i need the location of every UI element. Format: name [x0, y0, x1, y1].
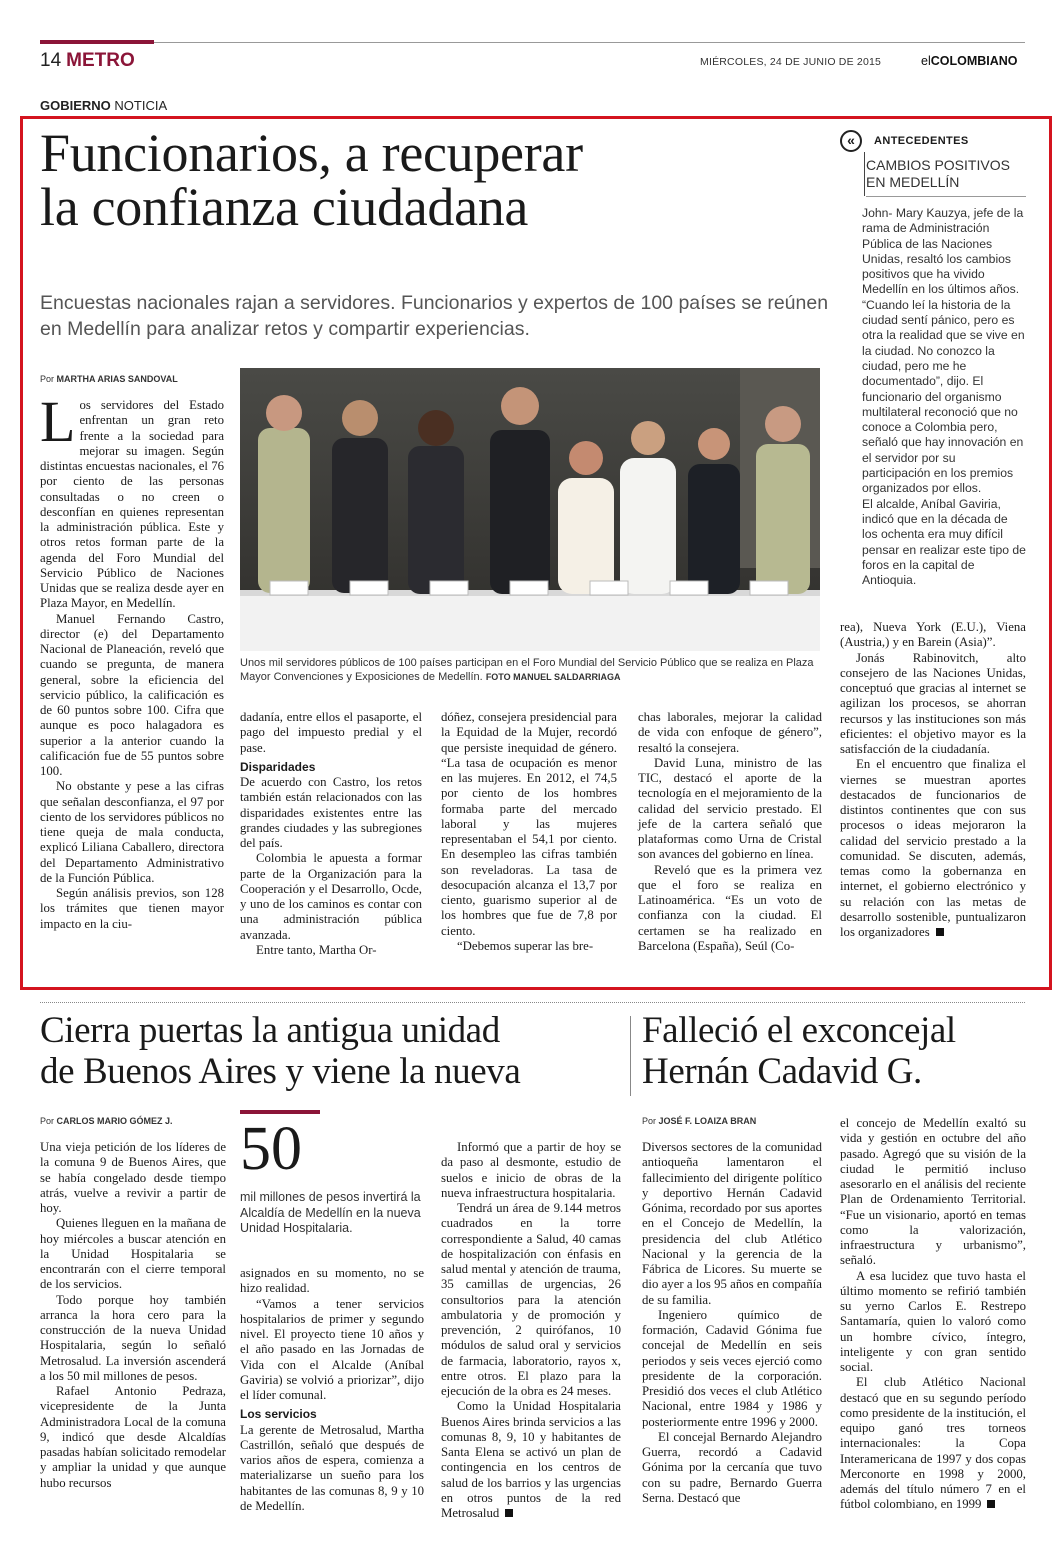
big-number: 50	[240, 1115, 302, 1183]
newspaper-brand: elCOLOMBIANO	[921, 54, 1018, 68]
end-mark-icon	[987, 1500, 995, 1508]
section-label: GOBIERNO NOTICIA	[40, 98, 168, 113]
subheading: Los servicios	[240, 1407, 317, 1422]
article-separator	[40, 1002, 1025, 1003]
article-column-4: chas laborales, mejorar la calidad de vida con enfoque de género”, resaltó la consejera. David Luna, ministro de las TIC, destacó el aporte de la tecnología en el mejoramiento de la calidad del servicio prestado. El jefe de la cartera señaló que plataformas como Urna de Cristal son avances del gobierno en línea. Reveló que es la primera vez que el foro se realiza en Latinoamérica. “Es un voto de confianza con la ciudad. El certamen se ha realizado en Barcelona (España), Seúl (Co-	[638, 710, 822, 953]
article2-column-2: asignados en su momento, no se hizo realidad. “Vamos a tener servicios hospitalarios de primer y segundo nivel. El proyecto tiene 10 años y el año pasado en las Jornadas de Vida con el Alcalde (Aníbal Gaviria) se volvió a priorizar”, dijo el líder comunal. Los servicios La gerente de Metrosalud, Martha Castrillón, señaló que después de varios años de espera, comienza a materializarse un sueño para los habitantes de las comunas 8, 9 y 10 de Medellín.	[240, 1266, 424, 1513]
article3-column-2: el concejo de Medellín exaltó su vida y gestión en octubre del año pasado. Agregó que su visión de la ciudad le permitió incluso asesorarlo en el análisis del reciente Plan de Ordenamiento Territorial. “Fue un visionario, aportó en temas como la valorización, infraestructura y urbanismo”, señaló. A esa lucidez que tuvo hasta el último momento se refirió también su yerno Carlos E. Restrepo Santamaría, quien lo valoró como un hombre cívico, íntegro, inteligente y con gran sentido social. El club Atlético Nacional destacó que en su segundo período como presidente de la institución, el equipo ganó tres torneos internacionales: la Copa Interamericana de 1997 y dos copas Merconorte en 1998 y 2000, además del título número 7 en el fútbol colombiano, en 1999	[840, 1116, 1026, 1512]
article-byline: Por MARTHA ARIAS SANDOVAL	[40, 374, 178, 384]
article-column-5: rea), Nueva York (E.U.), Viena (Austria,) y en Barein (Asia)”. Jonás Rabinovitch, alto consejero de las Naciones Unidas, conceptuó que gracias al internet se agilizan los procesos, se ahorran recursos y las instituciones son más eficientes: el objetivo mayor es la satisfacción de la ciudadanía. En el encuentro que finaliza el viernes se muestran aportes destacados de funcionarios de distintos continentes que con sus procesos o ideas mejoraron la calidad del servicio prestado a la comunidad. Se discuten, además, temas como la gobernanza en internet, el gobierno electrónico y su relación con las metas de desarrollo sostenible, puntualizaron los organizadores	[840, 620, 1026, 939]
end-mark-icon	[505, 1509, 513, 1517]
masthead-accent-bar	[40, 40, 154, 44]
article-headline: Funcionarios, a recuperar la confianza ciudadana	[40, 123, 583, 237]
big-number-text: mil millones de pesos invertirá la Alcaldía de Medellín en la nueva Unidad Hospitalaria.	[240, 1190, 421, 1235]
article2-column-3: Informó que a partir de hoy se da paso al desmonte, estudio de suelos e inicio de obras de la nueva infraestructura hospitalaria. Tendrá un área de 9.144 metros cuadrados en la torre correspondiente a Salud, 40 camas de hospitalización con énfasis en salud mental y atención de trauma, 35 camillas de urgencias, 26 consultorios para la atención ambulatoria y de promoción y prevención, 2 quirófanos, 10 módulos de salud oral y servicios de farmacia, laboratorio, rayos x, entre otros. El plazo para la ejecución de la obra es 24 meses. Como la Unidad Hospitalaria Buenos Aires brinda servicios a las comunas 8, 9, 10 y habitantes de Santa Elena se activó un plan de contingencia en los centros de salud de los barrios y las urgencias en otros puntos de la red Metrosalud	[441, 1140, 621, 1520]
article2-byline: Por CARLOS MARIO GÓMEZ J.	[40, 1116, 173, 1126]
sidebar-label: ANTECEDENTES	[874, 135, 969, 147]
article-column-3: dóñez, consejera presidencial para la Equidad de la Mujer, recordó que persiste inequidad de género. “La tasa de ocupación es menor en las mujeres. En 2012, el 74,5 por ciento de los hombres formaba parte del mercado laboral y las mujeres representaban el 54,1 por ciento. En desempleo las cifras también son reveladoras. La tasa de desocupación alcanza el 13,7 por ciento, guarismo superior al de los hombres que fue de 7,8 por ciento. “Debemos superar las bre-	[441, 710, 617, 953]
event-photo	[240, 368, 820, 651]
section-name: METRO	[66, 50, 135, 71]
page-number: 14 METRO	[40, 50, 135, 71]
article3-byline: Por JOSÉ F. LOAIZA BRAN	[642, 1116, 757, 1126]
sidebar-divider	[866, 196, 1026, 197]
double-chevron-left-icon: «	[840, 130, 862, 152]
article2-headline: Cierra puertas la antigua unidad de Buenos Aires y viene la nueva	[40, 1010, 521, 1092]
sidebar-title: CAMBIOS POSITIVOS EN MEDELLÍN	[866, 157, 1010, 190]
article3-headline: Falleció el exconcejal Hernán Cadavid G.	[642, 1010, 956, 1092]
sidebar-body: John- Mary Kauzya, jefe de la rama de Administración Pública de las Naciones Unidas, resaltó los cambios positivos que ha vivido Medellín en los últimos años. “Cuando leí la historia de la ciudad sentí pánico, pero es otra la realidad que se vive en la ciudad. No conozco la ciudad, pero me he documentado”, dijo. El funcionario del organismo multilateral reconoció que no conoce a Colombia pero, señaló que hay innovación en el servidor por su participación en los premios organizados por ellos. El alcalde, Aníbal Gaviria, indicó que en la década de los ochenta era muy difícil pensar en realizar este tipo de foros en la capital de Antioquia.	[862, 206, 1026, 588]
sidebar-rule	[864, 152, 865, 196]
masthead-rule	[154, 42, 1025, 43]
subheading: Disparidades	[240, 759, 316, 774]
article-dek: Encuestas nacionales rajan a servidores. Funcionarios y expertos de 100 países se reúnen en Medellín para analizar retos y compartir experiencias.	[40, 292, 829, 340]
column-divider	[630, 1016, 631, 1096]
issue-date: MIÉRCOLES, 24 DE JUNIO DE 2015	[700, 56, 882, 68]
article-column-2: dadanía, entre ellos el pasaporte, el pago del impuesto predial y el pase. Disparidades De acuerdo con Castro, los retos también están relacionados con las disparidades existentes entre las grandes ciudades y las subregiones del país. Colombia le apuesta a formar parte de la Organización para la Cooperación y el Desarrollo, Ocde, y uno de los caminos es contar con una administración pública avanzada. Entre tanto, Martha Or-	[240, 710, 422, 957]
dropcap: L	[40, 389, 76, 454]
photo-caption: Unos mil servidores públicos de 100 países participan en el Foro Mundial del Servicio Público que se realiza en Plaza Mayor Convenciones y Exposiciones de Medellín. FOTO MANUEL SALDARRIAGA	[240, 657, 814, 683]
photo-credit: FOTO MANUEL SALDARRIAGA	[485, 672, 621, 682]
end-mark-icon	[936, 928, 944, 936]
article2-column-1: Una vieja petición de los líderes de la comuna 9 de Buenos Aires, que se había congelado desde tiempo atrás, vuelve a revivir a partir de hoy. Quienes lleguen en la mañana de hoy miércoles a buscar atención en la Unidad Hospitalaria se encontrarán con el cierre temporal de los servicios. Todo porque hoy también arranca la hora cero para la construcción de la nueva Unidad Hospitalaria, según lo señaló Metrosalud. La inversión ascenderá a los 50 mil millones de pesos. Rafael Antonio Pedraza, vicepresidente de la Junta Administradora Local de la comuna 9, indicó que desde Alcaldías pasadas habían solicitado remodelar y ampliar la unidad y que aunque hubo recursos	[40, 1140, 226, 1490]
article-column-1: Los servidores del Estado enfrentan un gran reto frente a la sociedad para mejorar su imagen. Según distintas encuestas nacionales, el 76 por ciento de las personas consultadas o no creen o desconfían en quienes representan la administración pública. Este y otros retos forman parte de la agenda del Foro Mundial del Servicio Público de Naciones Unidas que se realiza desde ayer en Plaza Mayor, en Medellín. Manuel Fernando Castro, director (e) del Departamento Nacional de Planeación, reveló que cuando se pregunta, de manera general, sobre la eficiencia del servicio público, la calificación es de 60 puntos sobre 100. Cifra que aunque es poco halagadora es superior a la anterior cuando la calificación fue de 55 puntos sobre 100. No obstante y pese a las cifras que señalan desconfianza, el 97 por ciento de los servidores públicos no tiene queja de mala conducta, explicó Liliana Caballero, directora del Departamento Administrativo de la Función Pública. Según análisis previos, son 128 los trámites que tienen mayor impacto en la ciu-	[40, 389, 224, 931]
article3-column-1: Diversos sectores de la comunidad antioqueña lamentaron el fallecimiento del dirigente político y deportivo Hernán Cadavid Gónima, recordado por sus aportes en el Concejo de Medellín, la presidencia del club Atlético Nacional y la gerencia de la Fábrica de Licores. Su muerte se dio ayer a los 95 años en compañía de su familia. Ingeniero químico de formación, Cadavid Gónima fue concejal de Medellín en seis periodos y seis veces ejerció como presidente de la corporación. Presidió dos veces el club Atlético Nacional, entre 1984 y 1986 y posteriormente entre 1996 y 2000. El concejal Bernardo Alejandro Guerra, recordó a Cadavid Gónima por la cercanía que tuvo con su padre, Bernardo Guerra Serna. Destacó que	[642, 1140, 822, 1505]
